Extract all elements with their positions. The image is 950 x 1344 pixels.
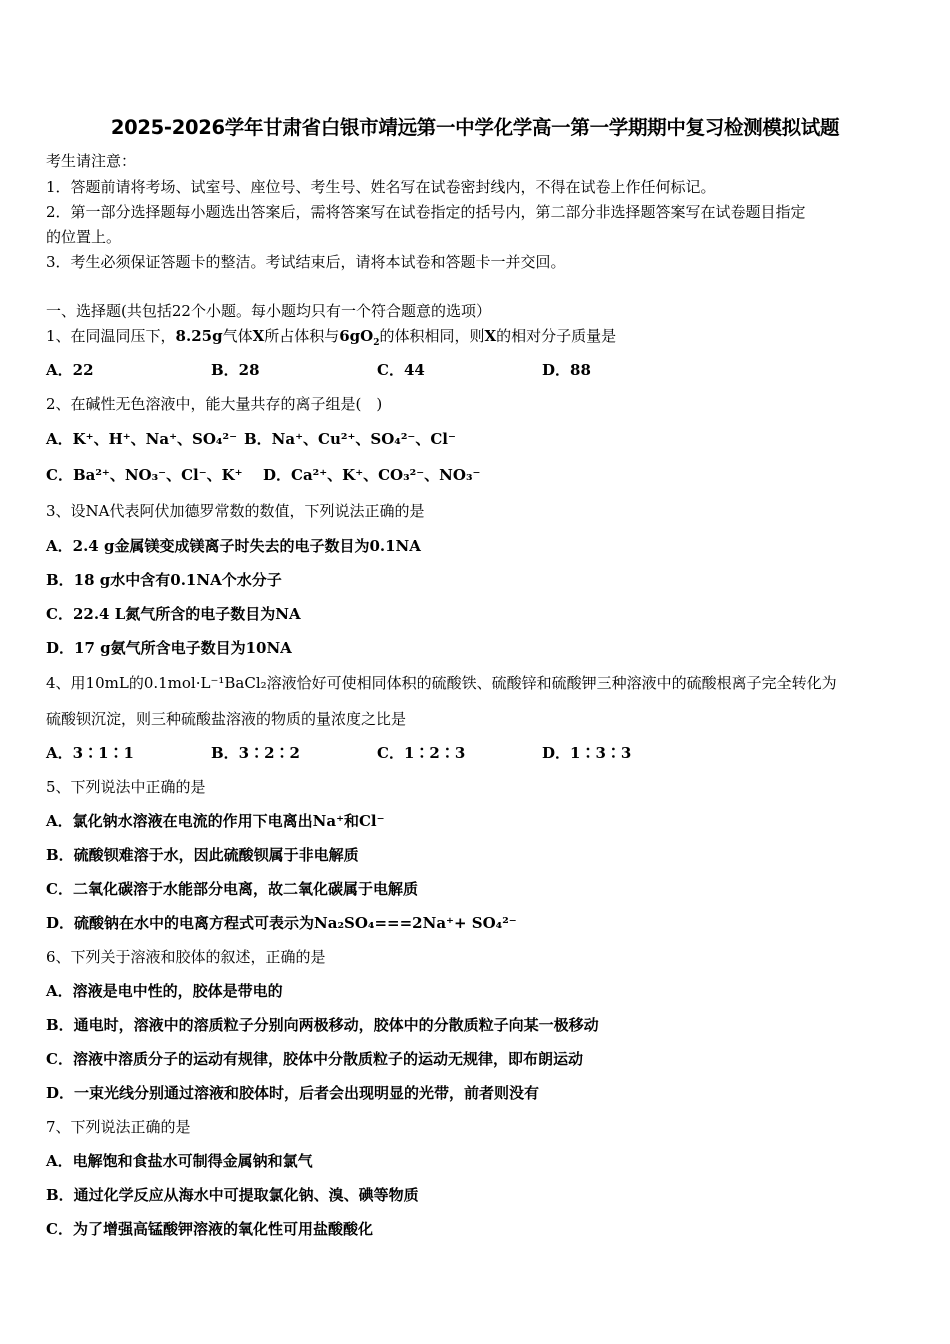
q3-option-c[interactable]: C．22.4 L氮气所含的电子数目为NA	[46, 605, 301, 623]
notice-heading: 考生请注意：	[46, 152, 137, 170]
q7-option-c[interactable]: C．为了增强高锰酸钾溶液的氧化性可用盐酸酸化	[46, 1220, 373, 1238]
notice-item: 1．答题前请将考场、试室号、座位号、考生号、姓名写在试卷密封线内，不得在试卷上作任何标记。	[46, 178, 716, 196]
q1-option-d[interactable]: D．88	[542, 361, 591, 379]
q2-option-c[interactable]: C．Ba²⁺、NO₃⁻、Cl⁻、K⁺	[46, 466, 243, 484]
q1-o2-sub: 2	[373, 338, 380, 348]
question-3-stem: 3、设NA代表阿伏加德罗常数的数值，下列说法正确的是	[46, 502, 425, 520]
question-4-stem: 4、用10mL的0.1mol·L⁻¹BaCl₂溶液恰好可使相同体积的硫酸铁、硫酸锌和硫酸钾三种溶液中的硫酸根离子完全转化为	[46, 674, 837, 692]
q1-mid: 气体	[222, 327, 253, 345]
question-2-stem: 2、在碱性无色溶液中，能大量共存的离子组是( )	[46, 395, 383, 413]
q2-option-a[interactable]: A．K⁺、H⁺、Na⁺、SO₄²⁻	[46, 430, 237, 448]
q6-option-a[interactable]: A．溶液是电中性的，胶体是带电的	[46, 982, 283, 1000]
page-title: 2025-2026学年甘肃省白银市靖远第一中学化学高一第一学期期中复习检测模拟试题	[110, 116, 840, 139]
q1-x2: X	[484, 327, 497, 345]
q1-option-b[interactable]: B．28	[211, 361, 260, 379]
notice-item: 的位置上。	[46, 228, 122, 246]
q5-option-d[interactable]: D．硫酸钠在水中的电离方程式可表示为Na₂SO₄===2Na⁺+ SO₄²⁻	[46, 914, 517, 932]
q1-option-a[interactable]: A．22	[46, 361, 94, 379]
question-4-stem-cont: 硫酸钡沉淀，则三种硫酸盐溶液的物质的量浓度之比是	[46, 710, 407, 728]
q5-option-c[interactable]: C．二氧化碳溶于水能部分电离，故二氧化碳属于电解质	[46, 880, 418, 898]
question-1-stem	[46, 326, 616, 346]
q1-o2-mass: 6gO	[339, 327, 374, 345]
q5-option-a[interactable]: A．氯化钠水溶液在电流的作用下电离出Na⁺和Cl⁻	[46, 812, 385, 830]
q1-x: X	[252, 327, 265, 345]
notice-item: 2．第一部分选择题每小题选出答案后，需将答案写在试卷指定的括号内，第二部分非选择题答案写在试卷题目指定	[46, 203, 806, 221]
section-heading: 一、选择题(共包括22个小题。每小题均只有一个符合题意的选项）	[46, 302, 491, 320]
question-5-stem: 5、下列说法中正确的是	[46, 778, 206, 796]
q7-option-b[interactable]: B．通过化学反应从海水中可提取氯化钠、溴、碘等物质	[46, 1186, 419, 1204]
q7-option-a[interactable]: A．电解饱和食盐水可制得金属钠和氯气	[46, 1152, 313, 1170]
q1-prefix: 1、在同温同压下，	[46, 327, 176, 345]
q1-tail2: 的相对分子质量是	[496, 327, 617, 345]
q6-option-d[interactable]: D．一束光线分别通过溶液和胶体时，后者会出现明显的光带，前者则没有	[46, 1084, 540, 1102]
notice-item: 3．考生必须保证答题卡的整洁。考试结束后，请将本试卷和答题卡一并交回。	[46, 253, 566, 271]
q3-option-a[interactable]: A．2.4 g金属镁变成镁离子时失去的电子数目为0.1NA	[46, 537, 421, 555]
q2-option-b[interactable]: B．Na⁺、Cu²⁺、SO₄²⁻、Cl⁻	[244, 430, 456, 448]
q5-option-b[interactable]: B．硫酸钡难溶于水，因此硫酸钡属于非电解质	[46, 846, 359, 864]
q1-mass: 8.25g	[175, 327, 223, 345]
q1-mid2: 所占体积与	[264, 327, 340, 345]
q4-option-d[interactable]: D．1∶3∶3	[542, 744, 632, 762]
q3-option-b[interactable]: B．18 g水中含有0.1NA个水分子	[46, 571, 282, 589]
q6-option-c[interactable]: C．溶液中溶质分子的运动有规律，胶体中分散质粒子的运动无规律，即布朗运动	[46, 1050, 583, 1068]
question-6-stem: 6、下列关于溶液和胶体的叙述，正确的是	[46, 948, 326, 966]
q3-option-d[interactable]: D．17 g氨气所含电子数目为10NA	[46, 639, 292, 657]
question-7-stem: 7、下列说法正确的是	[46, 1118, 191, 1136]
q4-option-c[interactable]: C．1∶2∶3	[377, 744, 466, 762]
q1-tail: 的体积相同，则	[379, 327, 485, 345]
q6-option-b[interactable]: B．通电时，溶液中的溶质粒子分别向两极移动，胶体中的分散质粒子向某一极移动	[46, 1016, 599, 1034]
q4-option-b[interactable]: B．3∶2∶2	[211, 744, 300, 762]
q1-option-c[interactable]: C．44	[377, 361, 425, 379]
q2-option-d[interactable]: D．Ca²⁺、K⁺、CO₃²⁻、NO₃⁻	[263, 466, 481, 484]
q4-option-a[interactable]: A．3∶1∶1	[46, 744, 134, 762]
